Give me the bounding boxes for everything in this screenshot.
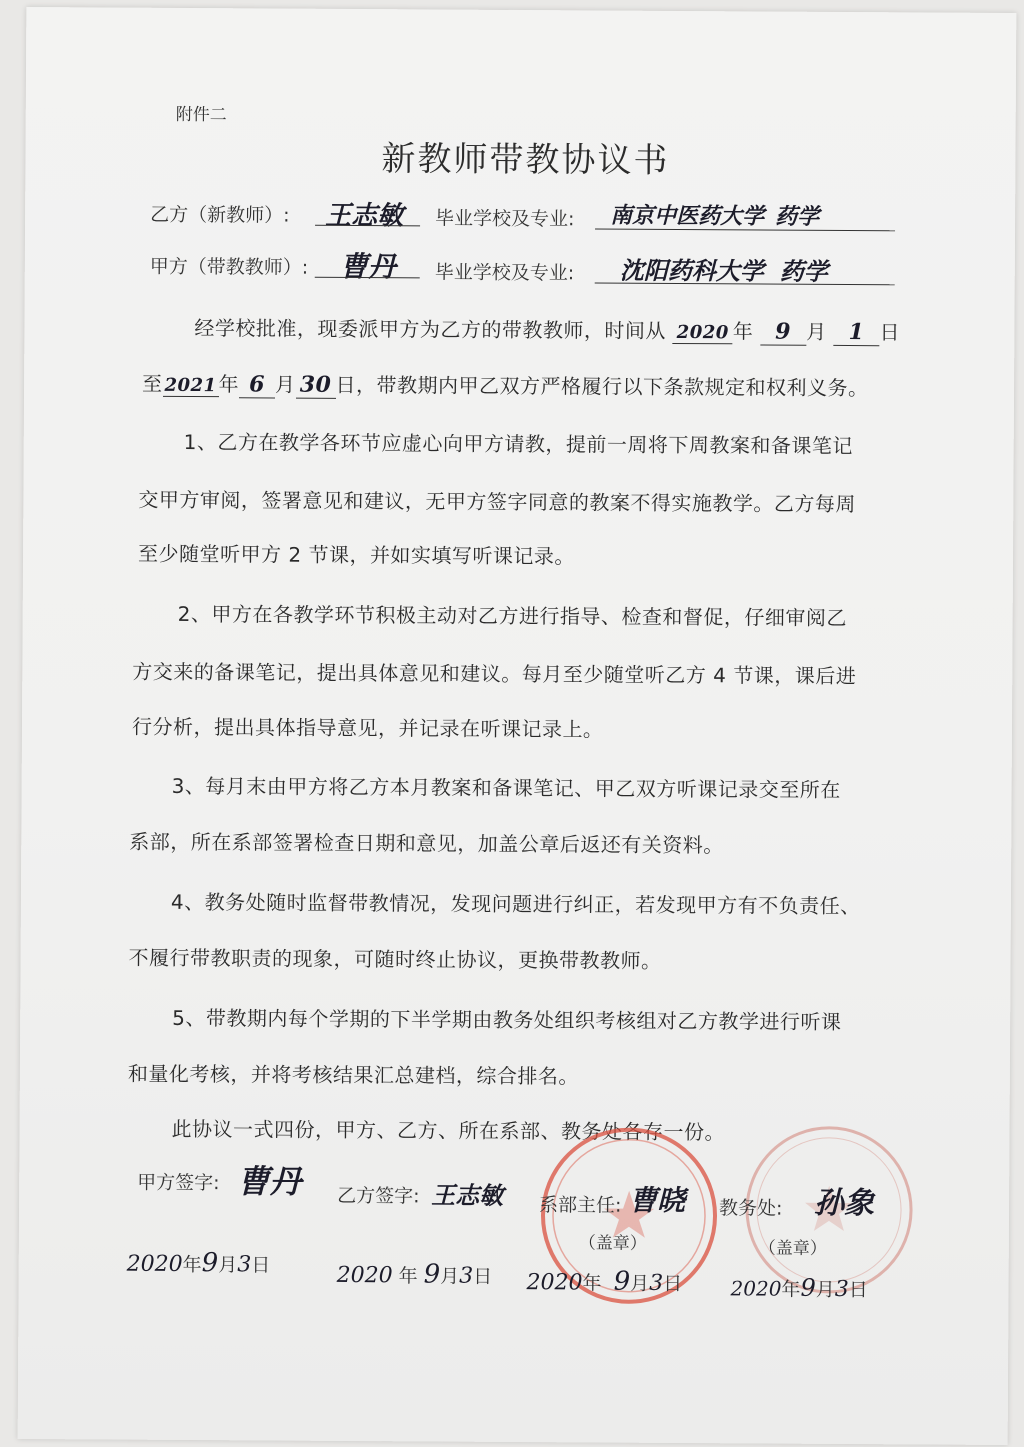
intro-line-1 [194, 312, 900, 346]
date-year: 2020 [730, 1276, 782, 1301]
clause-2-line-3: 行分析，提出具体指导意见，并记录在听课记录上。 [131, 714, 604, 742]
party-a-school-label: 毕业学校及专业: [434, 261, 575, 285]
party-a-name: 曹丹 [339, 249, 396, 284]
dept-head-signature: 曹晓 [629, 1183, 686, 1218]
intro-line-2 [142, 368, 869, 402]
party-a-signature: 曹丹 [237, 1162, 302, 1201]
date-year-char: 年 [781, 1278, 801, 1301]
party-a-label: 甲方（带教教师）: [149, 255, 309, 279]
attachment-label: 附件二 [175, 104, 227, 126]
party-b-name: 王志敏 [325, 200, 404, 232]
end-month: 6 [239, 371, 275, 398]
date-department [527, 1266, 683, 1297]
clause-1-line-1: 1、乙方在教学各环节应虚心向甲方请教，提前一周将下周教案和备课笔记 [183, 429, 854, 459]
date-year: 2020 [526, 1270, 583, 1296]
end-year: 2021 [164, 374, 217, 397]
date-day: 3 [459, 1263, 474, 1289]
date-day: 3 [834, 1276, 849, 1303]
date-academic-office [730, 1273, 867, 1302]
date-year: 2020 [336, 1262, 393, 1289]
year-char-2: 年 [218, 372, 240, 397]
office-stamp-note: （盖章） [758, 1238, 827, 1259]
month-char-2: 月 [275, 372, 296, 397]
date-month-char: 月 [815, 1278, 835, 1301]
clause-2-line-2: 方交来的备课笔记，提出具体意见和建议。每月至少随堂听乙方 4 节课，课后进 [132, 659, 857, 689]
dept-stamp-note: （盖章） [578, 1233, 647, 1254]
document-title: 新教师带教协议书 [381, 139, 670, 181]
day-char: 日 [879, 320, 901, 345]
party-b-major: 药学 [775, 203, 820, 230]
clause-1-line-2: 交甲方审阅，签署意见和建议，无甲方签字同意的教案不得实施教学。乙方每周 [138, 487, 856, 517]
date-month-char: 月 [218, 1254, 238, 1277]
date-month: 9 [201, 1248, 219, 1279]
clause-4-line-1: 4、教务处随时监督带教情况，发现问题进行纠正，若发现甲方有不负责任、 [170, 889, 861, 919]
date-year-char: 年 [182, 1253, 202, 1277]
date-month-char: 月 [630, 1272, 650, 1295]
start-month: 9 [760, 318, 806, 345]
date-year-char: 年 [582, 1272, 602, 1295]
intro-prefix: 经学校批准，现委派甲方为乙方的带教教师，时间从 [194, 316, 666, 343]
date-party-a [127, 1248, 271, 1279]
date-day-char: 日 [473, 1265, 493, 1288]
party-a-school: 沈阳药科大学 [619, 255, 764, 286]
date-month: 9 [423, 1259, 441, 1290]
clause-1-line-3: 至少随堂听甲方 2 节课，并如实填写听课记录。 [137, 541, 576, 569]
dept-head-label: 系部主任: [539, 1194, 622, 1217]
clause-3-line-2: 系部，所在系部签署检查日期和意见，加盖公章后返还有关资料。 [129, 829, 724, 858]
party-b-signature: 王志敏 [431, 1180, 504, 1210]
start-year: 2020 [673, 322, 733, 344]
intro-suffix: 日，带教期内甲乙双方严格履行以下条款规定和权利义务。 [335, 372, 869, 401]
party-b-school: 南京中医药大学 [610, 202, 765, 230]
clause-2-line-1: 2、甲方在各教学环节积极主动对乙方进行指导、检查和督促，仔细审阅乙 [177, 601, 847, 631]
academic-office-signature: 孙象 [813, 1185, 875, 1222]
date-day-char: 日 [848, 1279, 868, 1302]
month-char: 月 [806, 319, 827, 344]
party-a-signature-label: 甲方签字: [137, 1171, 220, 1195]
party-a-major: 药学 [779, 256, 828, 286]
date-month: 9 [800, 1273, 816, 1302]
party-b-school-label: 毕业学校及专业: [435, 207, 575, 231]
start-day: 1 [833, 319, 879, 346]
date-month: 9 [613, 1266, 631, 1297]
end-day: 30 [295, 372, 335, 399]
academic-office-label: 教务处: [718, 1197, 783, 1220]
date-day-char: 日 [251, 1254, 271, 1277]
date-day: 3 [237, 1252, 252, 1278]
party-b-label: 乙方（新教师）: [150, 203, 290, 227]
party-b-school-underline [595, 228, 895, 231]
date-year-char: 年 [398, 1265, 418, 1288]
date-day: 3 [649, 1270, 664, 1296]
year-char: 年 [732, 319, 754, 344]
clause-4-line-2: 不履行带教职责的现象，可随时终止协议，更换带教教师。 [128, 945, 662, 973]
date-month-char: 月 [440, 1265, 460, 1288]
date-party-b [337, 1259, 493, 1290]
document-page [18, 7, 1017, 1445]
date-day-char: 日 [663, 1272, 683, 1296]
clause-5-line-2: 和量化考核，并将考核结果汇总建档，综合排名。 [127, 1061, 579, 1089]
clause-3-line-1: 3、每月末由甲方将乙方本月教案和备课笔记、甲乙双方听课记录交至所在 [171, 773, 841, 802]
to-char: 至 [142, 371, 163, 396]
date-year: 2020 [126, 1251, 183, 1277]
closing-statement: 此协议一式四份，甲方、乙方、所在系部、教务处各存一份。 [171, 1116, 726, 1145]
party-b-signature-label: 乙方签字: [337, 1184, 420, 1208]
clause-5-line-1: 5、带教期内每个学期的下半学期由教务处组织考核组对乙方教学进行听课 [172, 1005, 842, 1034]
